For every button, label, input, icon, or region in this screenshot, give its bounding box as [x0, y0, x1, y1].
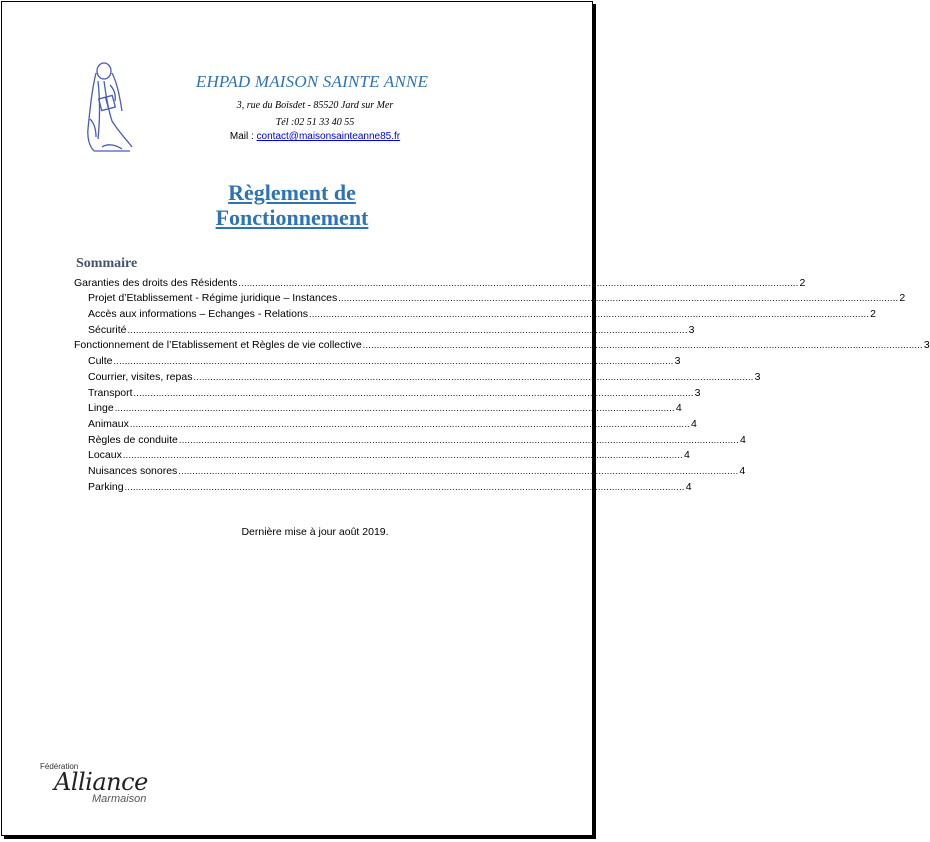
- toc-entry[interactable]: [74, 384, 701, 400]
- sainte-anne-logo-icon: [82, 59, 136, 155]
- toc-leader-dots: ........................................................................................................................................................................................................: [124, 481, 685, 492]
- toc-entry-page: 3: [923, 339, 930, 352]
- toc-leader-dots: ........................................................................................................................................................................................................: [114, 403, 675, 414]
- document-title-line-2: Fonctionnement: [215, 205, 369, 230]
- toc-entry-page: 4: [740, 433, 746, 446]
- toc-leader-dots: ........................................................................................................................................................................................................: [178, 465, 739, 476]
- toc-heading: Sommaire: [76, 256, 138, 271]
- toc-entry-page: 4: [739, 464, 746, 477]
- toc-entry-label: Sécurité: [88, 323, 127, 336]
- toc-leader-dots: ........................................................................................................................................................................................................: [193, 371, 754, 382]
- toc-entry[interactable]: [74, 447, 690, 463]
- toc-entry-label: Culte: [88, 355, 113, 368]
- toc-leader-dots: ........................................................................................................................................................................................................: [133, 387, 694, 398]
- toc-leader-dots: ........................................................................................................................................................................................................: [238, 277, 799, 288]
- toc-entry-page: 3: [694, 386, 701, 399]
- address-line: 3, rue du Boisdet - 85520 Jard sur Mer: [236, 100, 394, 111]
- document-title: [192, 180, 392, 230]
- toc-entry-label: Locaux: [88, 449, 122, 462]
- toc-entry-page: 2: [870, 308, 876, 321]
- mail-link[interactable]: contact@maisonsainteanne85.fr: [256, 131, 401, 142]
- toc-entry-label: Projet d’Etablissement - Régime juridique – Instances: [88, 292, 338, 305]
- mail-label: Mail :: [229, 131, 257, 142]
- toc-leader-dots: ........................................................................................................................................................................................................: [122, 450, 683, 461]
- toc-entry-label: Accès aux informations – Echanges - Relations: [88, 308, 309, 321]
- toc-entry-page: 2: [899, 292, 906, 305]
- organization-name: EHPAD MAISON SAINTE ANNE: [195, 72, 429, 91]
- toc-entry-page: 3: [674, 355, 681, 368]
- toc-entry-page: 3: [688, 323, 695, 336]
- toc-entry-label: Linge: [88, 402, 114, 415]
- federation-sub-label: Marmaison: [92, 793, 147, 805]
- toc-entry-label: Parking: [88, 480, 124, 493]
- phone-line: Tél :02 51 33 40 55: [275, 117, 355, 128]
- toc-entry[interactable]: [74, 400, 682, 416]
- toc-leader-dots: ........................................................................................................................................................................................................: [178, 434, 740, 445]
- toc-leader-dots: ........................................................................................................................................................................................................: [127, 324, 688, 335]
- toc-entry-label: Transport: [88, 386, 133, 399]
- toc-leader-dots: ........................................................................................................................................................................................................: [309, 309, 870, 320]
- toc-entry-label: Fonctionnement de l’Etablissement et Règles de vie collective: [74, 339, 362, 352]
- toc-leader-dots: ........................................................................................................................................................................................................: [113, 356, 674, 367]
- federation-name: Alliance: [54, 768, 148, 796]
- toc-leader-dots: ........................................................................................................................................................................................................: [129, 418, 690, 429]
- federation-small-label: Fédération: [40, 762, 79, 771]
- toc-entry[interactable]: [74, 274, 806, 290]
- last-update-note: Dernière mise à jour août 2019.: [241, 526, 389, 538]
- toc-entry-label: Nuisances sonores: [88, 464, 178, 477]
- toc-entry-label: Animaux: [88, 417, 129, 430]
- toc-entry[interactable]: [74, 290, 906, 306]
- document-page: [1, 1, 930, 836]
- toc-entry[interactable]: [74, 431, 746, 447]
- toc-entry[interactable]: [74, 415, 697, 431]
- toc-entry[interactable]: [74, 368, 761, 384]
- document-title-line-1: Règlement de: [228, 180, 356, 205]
- toc-entry[interactable]: [74, 478, 692, 494]
- toc-entry[interactable]: [74, 352, 681, 368]
- mail-line: [142, 131, 488, 142]
- toc-entry[interactable]: [74, 462, 746, 478]
- toc-entry-page: 4: [690, 417, 697, 430]
- toc-entry[interactable]: [74, 321, 695, 337]
- toc-entry-page: 4: [685, 480, 692, 493]
- toc-entry-label: Règles de conduite: [88, 433, 178, 446]
- toc-entry[interactable]: [74, 305, 876, 321]
- toc-entry-label: Garanties des droits des Résidents: [74, 276, 238, 289]
- toc-entry-page: 3: [754, 370, 761, 383]
- toc-leader-dots: ........................................................................................................................................................................................................: [362, 340, 923, 351]
- toc-entry-label: Courrier, visites, repas: [88, 370, 193, 383]
- toc-entry-page: 2: [799, 276, 806, 289]
- toc-entry[interactable]: [74, 337, 930, 353]
- table-of-contents: [74, 274, 930, 494]
- federation-logo: [40, 762, 170, 812]
- toc-entry-page: 4: [683, 449, 690, 462]
- toc-entry-page: 4: [675, 402, 682, 415]
- toc-leader-dots: ........................................................................................................................................................................................................: [338, 293, 899, 304]
